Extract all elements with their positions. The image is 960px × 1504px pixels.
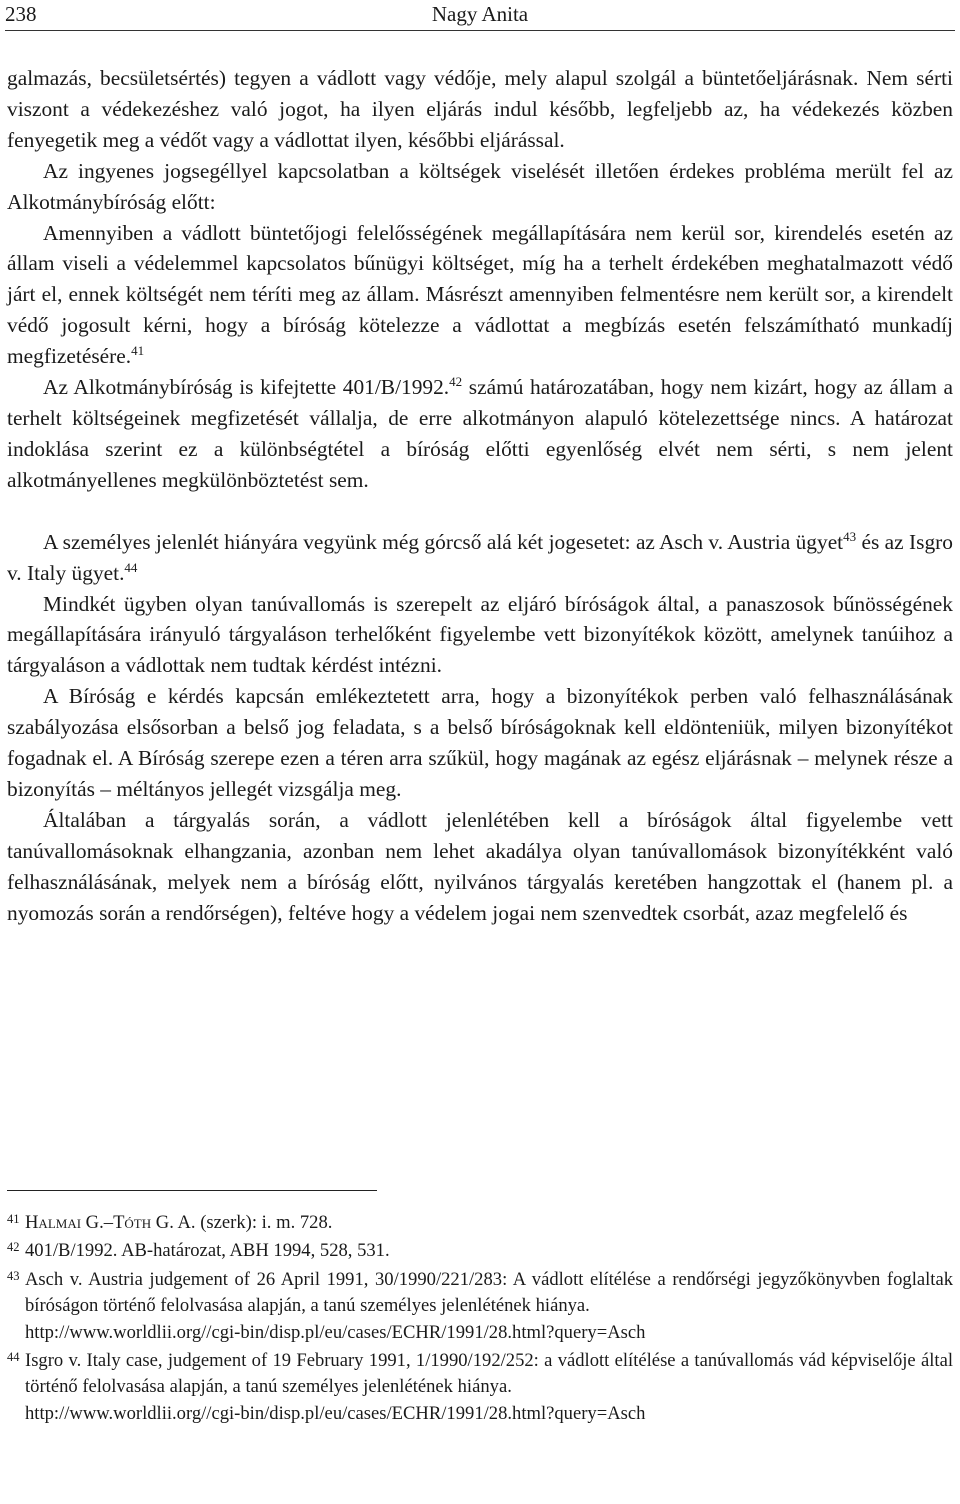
paragraph: Az ingyenes jogsegéllyel kapcsolatban a költségek viselését illetően érdekes probléma merült fel az Alkotmánybíróság előtt: xyxy=(7,158,953,214)
paragraph: Mindkét ügyben olyan tanúvallomás is szerepelt az eljáró bíróságok által, a panaszosok bűnösségének megállapítására irányuló tárgyaláson terhelőként figyelembe vett bizonyítékok között, amelynek tanúihoz a tárgyaláson a vádlottak nem tudtak kérdést intézni. xyxy=(7,591,953,678)
running-header-author: Nagy Anita xyxy=(431,2,529,26)
footnote-text: Asch v. Austria judgement of 26 April 1991, 30/1990/221/283: A vádlott elítélése a rendőrségi jegyzőkönyvben foglaltak bíróságon történő felolvasása alapján, a tanú személyes jelenlétének hiánya. xyxy=(25,1268,953,1317)
footnote-number: 41 xyxy=(7,1212,20,1226)
running-header xyxy=(5,0,955,31)
paragraph xyxy=(7,218,953,373)
main-text xyxy=(7,63,953,928)
footnote-url-link[interactable]: http://www.worldlii.org//cgi-bin/disp.pl/eu/cases/ECHR/1991/28.html?query=Asch xyxy=(25,1321,646,1343)
paragraph-text: és az Isgro v. Italy ügyet. xyxy=(7,529,953,585)
footnote-text: 401/B/1992. AB-határozat, ABH 1994, 528, 531. xyxy=(25,1240,390,1262)
paragraph: galmazás, becsületsértés) tegyen a vádlott vagy védője, mely alapul szolgál a büntetőeljárásnak. Nem sérti viszont a védekezéshez való jogot, ha ilyen eljárás indul később, legfeljebb az, ha védekezés közben fenyegetik meg a védőt vagy a vádlottat ilyen, későbbi eljárással. xyxy=(7,66,953,152)
footnote-ref-43[interactable]: 43 xyxy=(843,528,857,544)
footnote-separator xyxy=(7,1190,377,1191)
footnote-ref-41[interactable]: 41 xyxy=(131,343,145,359)
page-number: 238 xyxy=(5,2,37,26)
footnote-number: 42 xyxy=(7,1240,20,1255)
paragraph-text: számú határozatában, hogy nem kizárt, hogy az állam a terhelt költségeinek megfizetését vállalja, de erre alkotmányon alapuló kötelezettsége nincs. A határozat indoklása szerint ez a különbségtétel a bíróság előtti egyenlőség elvét nem sérti, s nem jelent alkotmányellenes megkülönböztetést sem. xyxy=(7,375,953,492)
footnote-44 xyxy=(7,1348,953,1427)
footnote-text: (szerk): i. m. 728. xyxy=(195,1212,333,1233)
paragraph: A Bíróság e kérdés kapcsán emlékeztetett arra, hogy a bizonyítékok perben való felhasználásának szabályozása elsősorban a belső jog feladata, s a belső bíróságoknak kell eldönteniük, milyen bizonyítékot fogadnak el. A Bíróság szerepe ezen a téren arra szűkül, hogy magának az egész eljárásnak – melynek része a bizonyítás – méltányos jellegét vizsgálja meg. xyxy=(7,684,953,801)
paragraph-text: A személyes jelenlét hiányára vegyünk még górcső alá két jogesetet: az Asch v. Austria ügyet xyxy=(43,529,844,554)
footnote-dash: – xyxy=(103,1212,114,1233)
footnote-author: Halmai G. xyxy=(25,1212,104,1233)
footnote-42 xyxy=(7,1238,953,1264)
paragraph xyxy=(7,372,953,496)
paragraph: Általában a tárgyalás során, a vádlott jelenlétében kell a bíróságok által figyelembe vett tanúvallomásoknak elhangzania, azonban nem lehet akadálya olyan tanúvallomások bizonyítékként való felhasználásának, melyek nem a bíróság előtt, nyilvános tárgyalás keretében hangzottak el (hanem pl. a nyomozás során a rendőrségen), feltéve hogy a védelem jogai nem szenvedtek csorbát, azaz megfelelő és xyxy=(7,807,953,925)
footnote-url-link[interactable]: http://www.worldlii.org//cgi-bin/disp.pl/eu/cases/ECHR/1991/28.html?query=Asch xyxy=(25,1402,646,1424)
footnote-author: Tóth G. A. xyxy=(113,1212,196,1233)
footnote-text: Isgro v. Italy case, judgement of 19 February 1991, 1/1990/192/252: a vádlott elítélése a tanúvallomás vád képviselője által történő felolvasása alapján, a tanú személyes jelenlétének hiánya. xyxy=(25,1350,953,1398)
footnote-ref-42[interactable]: 42 xyxy=(449,374,463,390)
footnote-43 xyxy=(7,1267,953,1346)
footnote-ref-44[interactable]: 44 xyxy=(124,559,138,575)
footnotes xyxy=(7,1210,953,1429)
paragraph-text: Az Alkotmánybíróság is kifejtette 401/B/1992. xyxy=(43,375,450,400)
footnote-number: 44 xyxy=(7,1350,20,1365)
paragraph-text: Amennyiben a vádlott büntetőjogi felelősségének megállapítására nem kerül sor, kirendelés esetén az állam viseli a védelemmel kapcsolatos bűnügyi költséget, míg ha a terhelt érdekében meghatalmazott védő járt el, ennek költségét nem téríti meg az állam. Másrészt amennyiben felmentésre nem került sor, a kirendelt védő jogosult kérni, hogy a bíróság kötelezze a vádlottat a megbízás esetén felszámítható munkadíj megfizetésére. xyxy=(7,220,953,369)
footnote-number: 43 xyxy=(7,1268,20,1283)
footnote-41 xyxy=(7,1210,953,1236)
paragraph xyxy=(7,527,953,589)
